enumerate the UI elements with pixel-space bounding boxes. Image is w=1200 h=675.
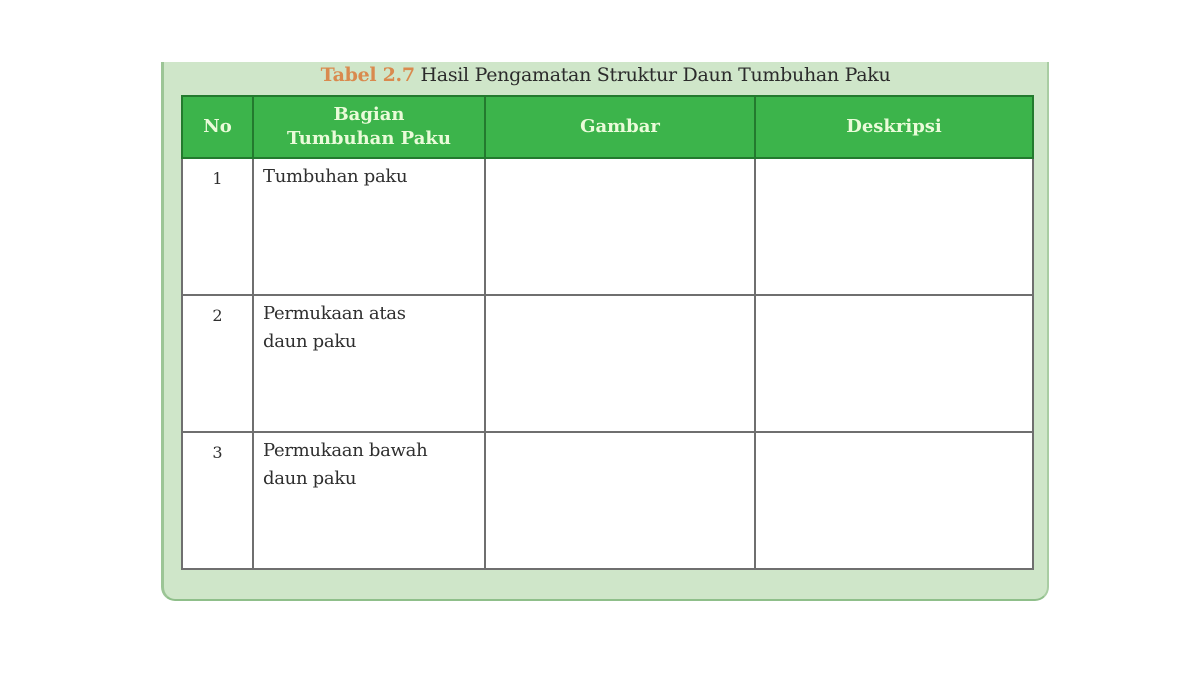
table-caption	[164, 64, 1047, 86]
header-part-line1: Bagian	[333, 104, 405, 125]
row-part	[253, 295, 485, 432]
header-row	[182, 96, 1033, 158]
caption-label: Tabel 2.7	[320, 64, 415, 86]
row-description-cell	[755, 432, 1033, 569]
row-part-line1: Permukaan atas	[263, 303, 406, 324]
observation-table	[181, 95, 1034, 570]
table-row	[182, 158, 1033, 295]
row-part-line2: daun paku	[263, 331, 357, 352]
header-part	[253, 96, 485, 158]
header-part-line2: Tumbuhan Paku	[287, 128, 451, 149]
table-panel	[161, 62, 1049, 601]
row-image-cell	[485, 158, 755, 295]
row-part-line1: Permukaan bawah	[263, 440, 428, 461]
caption-title: Hasil Pengamatan Struktur Daun Tumbuhan Paku	[414, 64, 891, 86]
row-number: 3	[182, 432, 253, 569]
row-part-line2: daun paku	[263, 468, 357, 489]
table-row	[182, 295, 1033, 432]
row-image-cell	[485, 432, 755, 569]
row-image-cell	[485, 295, 755, 432]
row-number: 1	[182, 158, 253, 295]
row-description-cell	[755, 295, 1033, 432]
row-part	[253, 432, 485, 569]
header-image: Gambar	[485, 96, 755, 158]
row-description-cell	[755, 158, 1033, 295]
header-no: No	[182, 96, 253, 158]
row-part: Tumbuhan paku	[253, 158, 485, 295]
header-description: Deskripsi	[755, 96, 1033, 158]
row-number: 2	[182, 295, 253, 432]
table-row	[182, 432, 1033, 569]
